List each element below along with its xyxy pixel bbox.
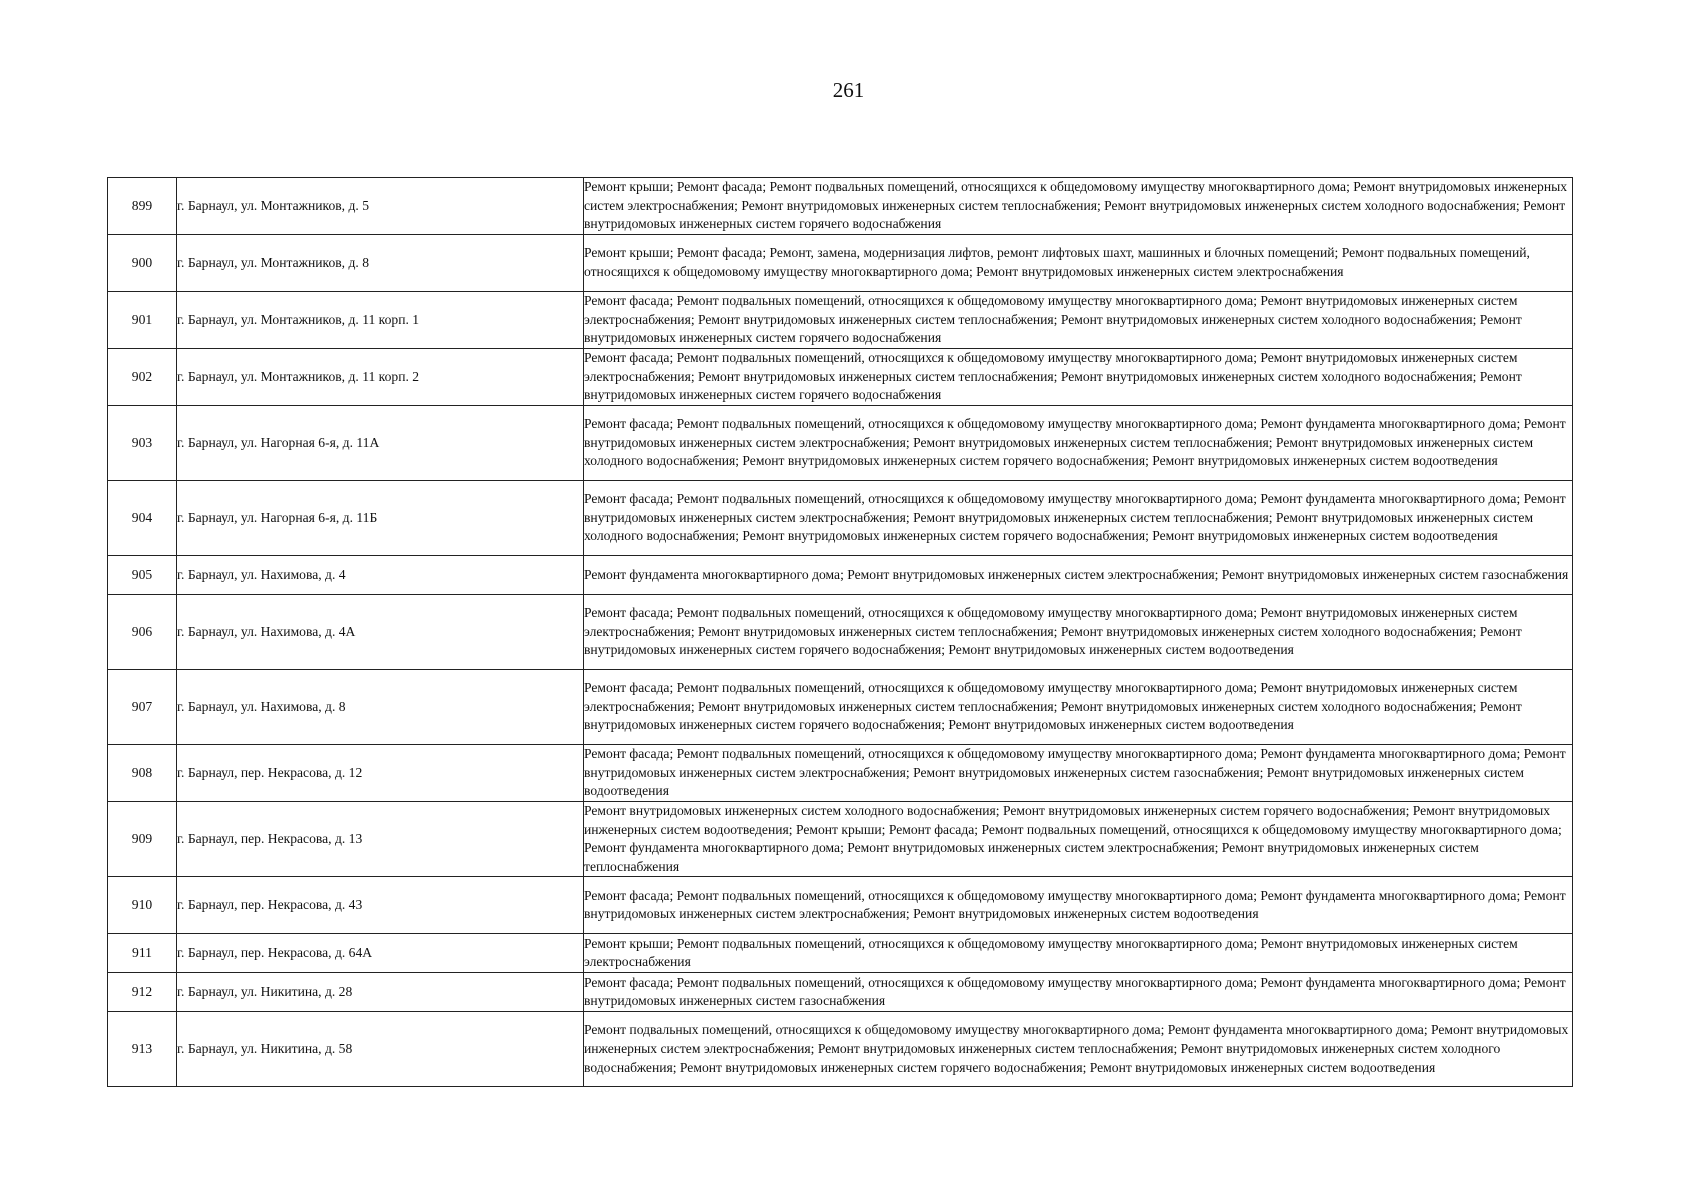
row-number: 905 [108,556,177,595]
table-row [108,745,1573,802]
row-works: Ремонт фасада; Ремонт подвальных помещений, относящихся к общедомовому имуществу многоквартирного дома; Ремонт фундамента многоквартирного дома; Ремонт внутридомовых инженерных систем электроснабжения; Ремонт внутридомовых инженерных систем теплоснабжения; Ремонт внутридомовых инженерных систем холодного водоснабжения; Ремонт внутридомовых инженерных систем горячего водоснабжения; Ремонт внутридомовых инженерных систем водоотведения [584,481,1573,556]
table-row [108,1012,1573,1087]
repair-registry-table [107,177,1573,1087]
row-address: г. Барнаул, ул. Нахимова, д. 4 [177,556,584,595]
table-row [108,802,1573,877]
table-row [108,670,1573,745]
row-number: 902 [108,349,177,406]
row-number: 906 [108,595,177,670]
row-address: г. Барнаул, ул. Монтажников, д. 5 [177,178,584,235]
row-number: 907 [108,670,177,745]
row-address: г. Барнаул, ул. Нагорная 6-я, д. 11А [177,406,584,481]
row-works: Ремонт фасада; Ремонт подвальных помещений, относящихся к общедомовому имуществу многоквартирного дома; Ремонт внутридомовых инженерных систем электроснабжения; Ремонт внутридомовых инженерных систем теплоснабжения; Ремонт внутридомовых инженерных систем холодного водоснабжения; Ремонт внутридомовых инженерных систем горячего водоснабжения; Ремонт внутридомовых инженерных систем водоотведения [584,670,1573,745]
table-row [108,556,1573,595]
registry-body [108,178,1573,1087]
row-number: 910 [108,877,177,934]
row-number: 913 [108,1012,177,1087]
table-row [108,178,1573,235]
row-works: Ремонт крыши; Ремонт подвальных помещений, относящихся к общедомовому имуществу многоквартирного дома; Ремонт внутридомовых инженерных систем электроснабжения [584,934,1573,973]
row-works: Ремонт фундамента многоквартирного дома; Ремонт внутридомовых инженерных систем электроснабжения; Ремонт внутридомовых инженерных систем газоснабжения [584,556,1573,595]
table-row [108,973,1573,1012]
row-works: Ремонт крыши; Ремонт фасада; Ремонт подвальных помещений, относящихся к общедомовому имуществу многоквартирного дома; Ремонт внутридомовых инженерных систем электроснабжения; Ремонт внутридомовых инженерных систем теплоснабжения; Ремонт внутридомовых инженерных систем холодного водоснабжения; Ремонт внутридомовых инженерных систем горячего водоснабжения [584,178,1573,235]
row-number: 901 [108,292,177,349]
row-address: г. Барнаул, ул. Нахимова, д. 4А [177,595,584,670]
table-row [108,481,1573,556]
row-works: Ремонт фасада; Ремонт подвальных помещений, относящихся к общедомовому имуществу многоквартирного дома; Ремонт фундамента многоквартирного дома; Ремонт внутридомовых инженерных систем электроснабжения; Ремонт внутридомовых инженерных систем водоотведения [584,877,1573,934]
row-address: г. Барнаул, пер. Некрасова, д. 12 [177,745,584,802]
row-number: 903 [108,406,177,481]
row-works: Ремонт фасада; Ремонт подвальных помещений, относящихся к общедомовому имуществу многоквартирного дома; Ремонт внутридомовых инженерных систем электроснабжения; Ремонт внутридомовых инженерных систем теплоснабжения; Ремонт внутридомовых инженерных систем холодного водоснабжения; Ремонт внутридомовых инженерных систем горячего водоснабжения [584,349,1573,406]
row-number: 911 [108,934,177,973]
row-number: 900 [108,235,177,292]
table-row [108,292,1573,349]
table-row [108,406,1573,481]
row-number: 904 [108,481,177,556]
table-row [108,934,1573,973]
row-address: г. Барнаул, ул. Нахимова, д. 8 [177,670,584,745]
row-number: 909 [108,802,177,877]
table-row [108,595,1573,670]
row-address: г. Барнаул, пер. Некрасова, д. 43 [177,877,584,934]
table-row [108,235,1573,292]
row-address: г. Барнаул, ул. Монтажников, д. 11 корп. 1 [177,292,584,349]
row-address: г. Барнаул, пер. Некрасова, д. 13 [177,802,584,877]
row-number: 899 [108,178,177,235]
row-works: Ремонт фасада; Ремонт подвальных помещений, относящихся к общедомовому имуществу многоквартирного дома; Ремонт фундамента многоквартирного дома; Ремонт внутридомовых инженерных систем электроснабжения; Ремонт внутридомовых инженерных систем газоснабжения; Ремонт внутридомовых инженерных систем водоотведения [584,745,1573,802]
page-number: 261 [832,78,865,102]
row-number: 908 [108,745,177,802]
row-address: г. Барнаул, пер. Некрасова, д. 64А [177,934,584,973]
row-address: г. Барнаул, ул. Монтажников, д. 8 [177,235,584,292]
row-works: Ремонт фасада; Ремонт подвальных помещений, относящихся к общедомовому имуществу многоквартирного дома; Ремонт внутридомовых инженерных систем электроснабжения; Ремонт внутридомовых инженерных систем теплоснабжения; Ремонт внутридомовых инженерных систем холодного водоснабжения; Ремонт внутридомовых инженерных систем горячего водоснабжения; Ремонт внутридомовых инженерных систем водоотведения [584,595,1573,670]
row-address: г. Барнаул, ул. Монтажников, д. 11 корп. 2 [177,349,584,406]
row-works: Ремонт фасада; Ремонт подвальных помещений, относящихся к общедомовому имуществу многоквартирного дома; Ремонт фундамента многоквартирного дома; Ремонт внутридомовых инженерных систем электроснабжения; Ремонт внутридомовых инженерных систем теплоснабжения; Ремонт внутридомовых инженерных систем холодного водоснабжения; Ремонт внутридомовых инженерных систем горячего водоснабжения; Ремонт внутридомовых инженерных систем водоотведения [584,406,1573,481]
row-works: Ремонт фасада; Ремонт подвальных помещений, относящихся к общедомовому имуществу многоквартирного дома; Ремонт внутридомовых инженерных систем электроснабжения; Ремонт внутридомовых инженерных систем теплоснабжения; Ремонт внутридомовых инженерных систем холодного водоснабжения; Ремонт внутридомовых инженерных систем горячего водоснабжения [584,292,1573,349]
row-address: г. Барнаул, ул. Никитина, д. 58 [177,1012,584,1087]
table-row [108,349,1573,406]
table-row [108,877,1573,934]
row-number: 912 [108,973,177,1012]
row-works: Ремонт крыши; Ремонт фасада; Ремонт, замена, модернизация лифтов, ремонт лифтовых шахт, машинных и блочных помещений; Ремонт подвальных помещений, относящихся к общедомовому имуществу многоквартирного дома; Ремонт внутридомовых инженерных систем электроснабжения [584,235,1573,292]
row-works: Ремонт фасада; Ремонт подвальных помещений, относящихся к общедомовому имуществу многоквартирного дома; Ремонт фундамента многоквартирного дома; Ремонт внутридомовых инженерных систем газоснабжения [584,973,1573,1012]
row-works: Ремонт внутридомовых инженерных систем холодного водоснабжения; Ремонт внутридомовых инженерных систем горячего водоснабжения; Ремонт внутридомовых инженерных систем водоотведения; Ремонт крыши; Ремонт фасада; Ремонт подвальных помещений, относящихся к общедомовому имуществу многоквартирного дома; Ремонт фундамента многоквартирного дома; Ремонт внутридомовых инженерных систем электроснабжения; Ремонт внутридомовых инженерных систем теплоснабжения [584,802,1573,877]
row-address: г. Барнаул, ул. Нагорная 6-я, д. 11Б [177,481,584,556]
row-works: Ремонт подвальных помещений, относящихся к общедомовому имуществу многоквартирного дома; Ремонт фундамента многоквартирного дома; Ремонт внутридомовых инженерных систем электроснабжения; Ремонт внутридомовых инженерных систем теплоснабжения; Ремонт внутридомовых инженерных систем холодного водоснабжения; Ремонт внутридомовых инженерных систем горячего водоснабжения; Ремонт внутридомовых инженерных систем водоотведения [584,1012,1573,1087]
row-address: г. Барнаул, ул. Никитина, д. 28 [177,973,584,1012]
